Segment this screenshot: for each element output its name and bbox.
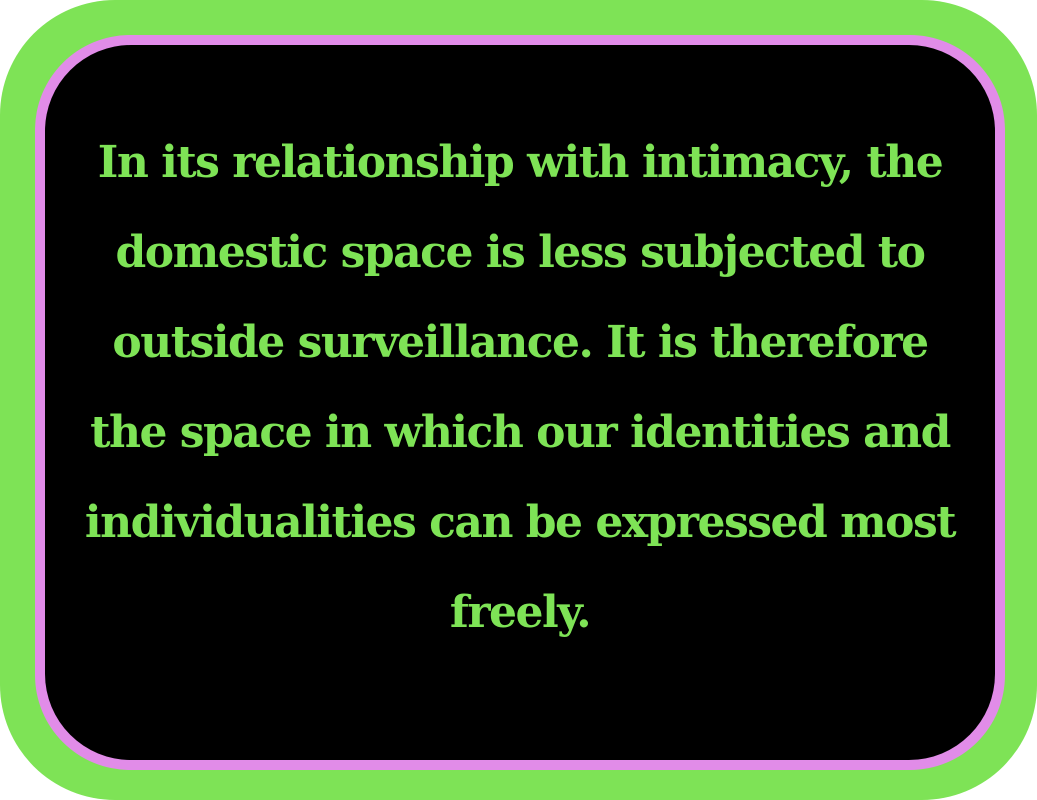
quote-text: In its relationship with intimacy, the domestic space is less subjected to outside surveillance. It is therefore the space in which our identities and individualities can be expressed most freely. — [84, 137, 956, 638]
